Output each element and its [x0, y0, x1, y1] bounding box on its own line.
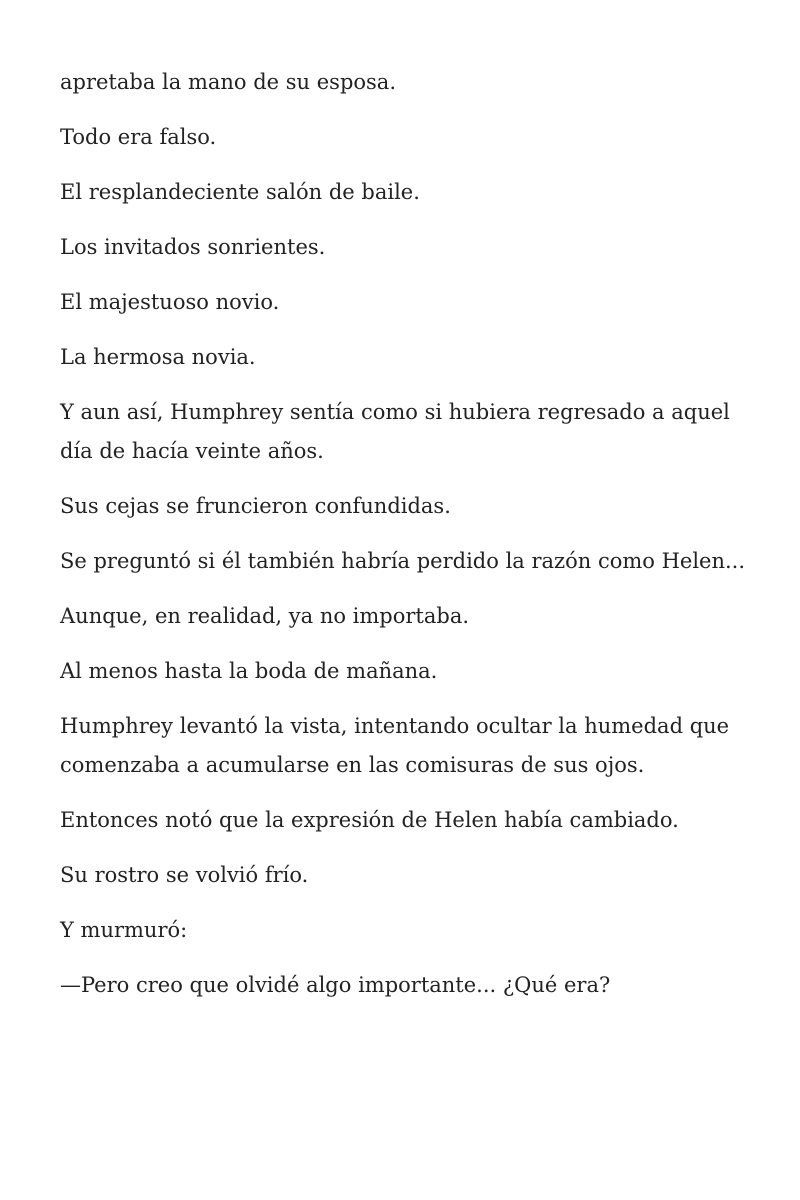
- paragraph: El majestuoso novio.: [60, 290, 280, 314]
- paragraph: Sus cejas se fruncieron confundidas.: [60, 494, 451, 518]
- paragraph: Su rostro se volvió frío.: [60, 863, 309, 887]
- paragraph: —Pero creo que olvidé algo importante... ¿Qué era?: [60, 973, 611, 997]
- paragraph: Todo era falso.: [60, 125, 217, 149]
- paragraph: Los invitados sonrientes.: [60, 235, 326, 259]
- paragraph: Aunque, en realidad, ya no importaba.: [60, 604, 470, 628]
- paragraph: La hermosa novia.: [60, 345, 256, 369]
- paragraph: apretaba la mano de su esposa.: [60, 70, 396, 94]
- paragraph: Y murmuró:: [60, 918, 188, 942]
- paragraph: Humphrey levantó la vista, intentando ocultar la humedad que comenzaba a acumularse en las comisuras de sus ojos.: [60, 714, 730, 777]
- paragraph: Se preguntó si él también habría perdido la razón como Helen...: [60, 549, 746, 573]
- paragraph: El resplandeciente salón de baile.: [60, 180, 420, 204]
- paragraph: Y aun así, Humphrey sentía como si hubiera regresado a aquel día de hacía veinte años.: [60, 400, 730, 463]
- paragraph: Al menos hasta la boda de mañana.: [60, 659, 438, 683]
- reading-page: [60, 63, 750, 1021]
- paragraph: Entonces notó que la expresión de Helen había cambiado.: [60, 808, 679, 832]
